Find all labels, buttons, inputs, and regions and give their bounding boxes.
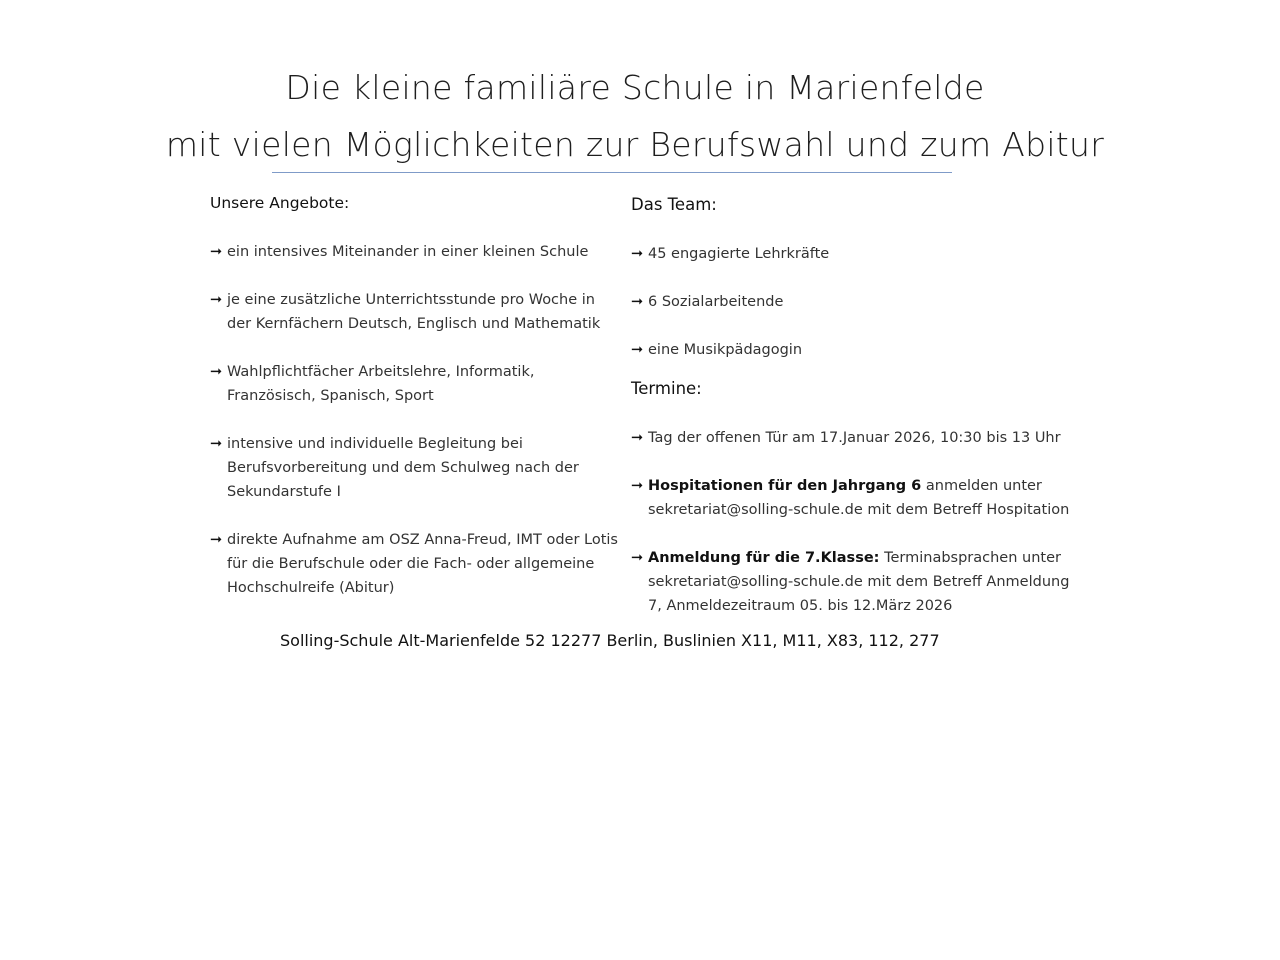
page-title: Die kleine familiäre Schule in Marienfelde [285, 68, 985, 107]
offer-item-text: ein intensives Miteinander in einer kleinen Schule [227, 244, 589, 260]
arrow-icon: ➞ [210, 244, 223, 260]
title-divider [272, 172, 952, 173]
dates-item [631, 546, 1081, 618]
offer-item-text: je eine zusätzliche Unterrichtsstunde pro Woche in der Kernfächern Deutsch, Englisch und Mathematik [227, 292, 601, 332]
arrow-icon: ➞ [631, 294, 644, 310]
team-title: Das Team: [631, 195, 717, 214]
offer-item [210, 240, 620, 264]
team-item-text: 45 engagierte Lehrkräfte [648, 246, 830, 262]
dates-item-text: Tag der offenen Tür am 17.Januar 2026, 10:30 bis 13 Uhr [648, 430, 1061, 446]
arrow-icon: ➞ [210, 292, 223, 308]
team-item-text: eine Musikpädagogin [648, 342, 803, 358]
offers-title: Unsere Angebote: [210, 194, 350, 212]
dates-item-highlight: Anmeldung für die 7.Klasse: [648, 550, 880, 566]
offer-item-text: direkte Aufnahme am OSZ Anna-Freud, IMT oder Lotis für die Berufschule oder die Fach- oder allgemeine Hochschulreife (Abitur) [227, 532, 618, 596]
offer-item [210, 528, 620, 600]
arrow-icon: ➞ [210, 436, 223, 452]
team-item [631, 338, 1081, 362]
team-section [631, 192, 1081, 362]
arrow-icon: ➞ [631, 246, 644, 262]
offers-section [210, 190, 620, 600]
team-item [631, 242, 1081, 266]
offer-item [210, 432, 620, 504]
team-item [631, 290, 1081, 314]
arrow-icon: ➞ [631, 342, 644, 358]
arrow-icon: ➞ [631, 430, 644, 446]
offer-item [210, 288, 620, 336]
dates-item-highlight: Hospitationen für den Jahrgang 6 [648, 478, 922, 494]
team-and-dates-section [631, 192, 1081, 618]
dates-item-detail: anmelden unter sekretariat@solling-schule.de mit dem Betreff Hospitation [648, 478, 1070, 518]
arrow-icon: ➞ [631, 550, 644, 566]
page-subtitle: mit vielen Möglichkeiten zur Berufswahl und zum Abitur [165, 125, 1105, 164]
offer-item [210, 360, 620, 408]
offer-item-text: Wahlpflichtfächer Arbeitslehre, Informatik, Französisch, Spanisch, Sport [227, 364, 535, 404]
footer-address: Solling-Schule Alt-Marienfelde 52 12277 Berlin, Buslinien X11, M11, X83, 112, 277 [280, 631, 940, 650]
arrow-icon: ➞ [210, 532, 223, 548]
offer-item-text: intensive und individuelle Begleitung bei Berufsvorbereitung und dem Schulweg nach der Sekundarstufe I [227, 436, 579, 500]
team-item-text: 6 Sozialarbeitende [648, 294, 784, 310]
dates-title: Termine: [631, 379, 702, 398]
dates-item [631, 474, 1081, 522]
dates-item-text [648, 546, 1081, 618]
dates-item-text [648, 474, 1081, 522]
dates-item-detail: Terminabsprachen unter sekretariat@solling-schule.de mit dem Betreff Anmeldung 7, Anmeldezeitraum 05. bis 12.März 2026 [648, 550, 1070, 614]
dates-item [631, 426, 1081, 450]
arrow-icon: ➞ [631, 478, 644, 494]
arrow-icon: ➞ [210, 364, 223, 380]
